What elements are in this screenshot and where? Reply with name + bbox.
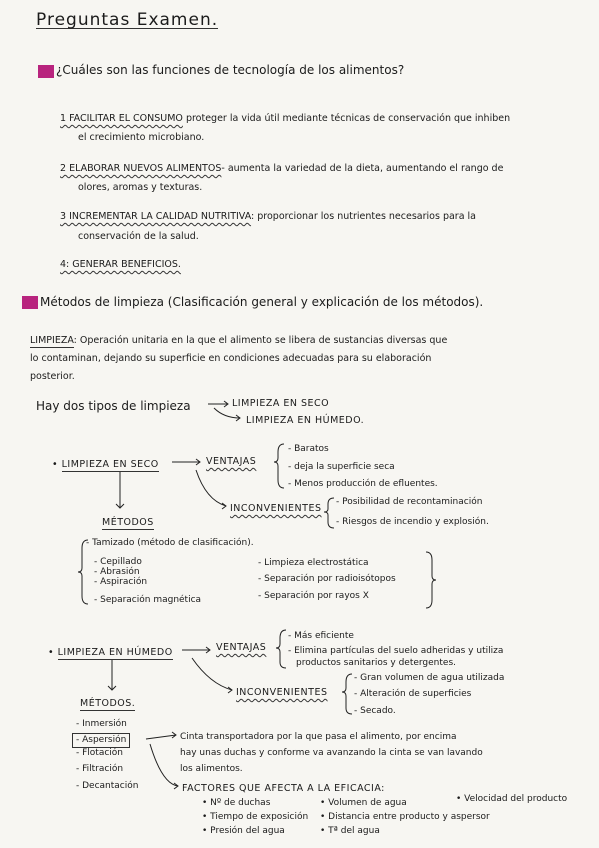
dry-disadvantage: - Riesgos de incendio y explosión. — [336, 517, 489, 527]
aspersion-explanation-line2: hay unas duchas y conforme va avanzando la cinta se van lavando — [180, 748, 483, 758]
wet-method: - Inmersión — [76, 719, 127, 729]
arrow — [196, 470, 226, 509]
highlight-marker — [38, 65, 54, 78]
function-3-line2: conservación de la salud. — [78, 231, 199, 242]
dry-method: - Cepillado — [94, 557, 142, 567]
dry-method: - Tamizado (método de clasificación). — [86, 538, 254, 548]
arrow — [192, 658, 232, 693]
dry-advantages-label: VENTAJAS — [206, 456, 257, 467]
question-2: Métodos de limpieza (Clasificación general y explicación de los métodos). — [40, 295, 484, 309]
question-1: ¿Cuáles son las funciones de tecnología de los alimentos? — [56, 63, 405, 77]
wet-method: - Decantación — [76, 781, 139, 791]
brace — [342, 674, 352, 714]
dry-method: - Limpieza electrostática — [258, 558, 369, 568]
efficacy-factor: • Volumen de agua — [320, 798, 407, 808]
aspersion-explanation-line1: Cinta transportadora por la que pasa el alimento, por encima — [180, 732, 457, 742]
page-title: Preguntas Examen. — [36, 10, 219, 30]
function-1-line2: el crecimiento microbiano. — [78, 132, 205, 143]
wet-method-highlighted: - Aspersión — [72, 733, 130, 748]
wet-cleaning-label: • LIMPIEZA EN HÚMEDO — [48, 647, 173, 658]
wet-disadvantage: - Alteración de superficies — [354, 689, 472, 699]
types-intro: Hay dos tipos de limpieza — [36, 399, 191, 413]
wet-advantage-cont: productos sanitarios y detergentes. — [296, 658, 456, 668]
function-4: 4: GENERAR BENEFICIOS. — [60, 259, 181, 270]
wet-method: - Filtración — [76, 764, 124, 774]
type-dry: LIMPIEZA EN SECO — [232, 398, 330, 409]
arrow — [150, 744, 178, 789]
dry-method: - Abrasión — [94, 567, 140, 577]
wet-disadvantage: - Secado. — [354, 706, 396, 716]
dry-methods-label: MÉTODOS — [102, 517, 154, 528]
function-1: 1 FACILITAR EL CONSUMO proteger la vida útil mediante técnicas de conservación que inhiben — [60, 113, 511, 124]
dry-method: - Separación magnética — [94, 595, 202, 605]
dry-method: - Separación por radioisótopos — [258, 574, 396, 584]
arrow — [146, 732, 176, 739]
definition-line1: LIMPIEZA: Operación unitaria en la que el alimento se libera de sustancias diversas que — [30, 335, 448, 346]
efficacy-factor: • Tiempo de exposición — [202, 812, 309, 822]
dry-disadvantages-label: INCONVENIENTES — [230, 503, 322, 514]
arrow — [108, 660, 116, 690]
wet-methods-label: MÉTODOS. — [80, 698, 136, 709]
definition-line3: posterior. — [30, 371, 75, 382]
brace — [426, 552, 436, 608]
aspersion-explanation-line3: los alimentos. — [180, 764, 243, 774]
efficacy-factor: • Presión del agua — [202, 826, 285, 836]
brace — [276, 630, 286, 668]
wet-disadvantage: - Gran volumen de agua utilizada — [354, 673, 505, 683]
arrow — [182, 647, 210, 653]
brace — [324, 498, 334, 528]
dry-method: - Separación por rayos X — [258, 591, 369, 601]
wet-advantage: - Más eficiente — [288, 631, 354, 641]
brace — [274, 444, 284, 488]
dry-cleaning-label: • LIMPIEZA EN SECO — [52, 459, 159, 470]
efficacy-factor: • Nº de duchas — [202, 798, 271, 808]
dry-method: - Aspiración — [94, 577, 148, 587]
dry-advantage: - Baratos — [288, 444, 329, 454]
function-3: 3 INCREMENTAR LA CALIDAD NUTRITIVA: proporcionar los nutrientes necesarios para la — [60, 211, 477, 222]
function-2-line2: olores, aromas y texturas. — [78, 182, 203, 193]
dry-disadvantage: - Posibilidad de recontaminación — [336, 497, 483, 507]
arrow — [172, 459, 200, 465]
efficacy-factors-label: FACTORES QUE AFECTA A LA EFICACIA: — [182, 783, 385, 794]
wet-advantage: - Elimina partículas del suelo adheridas y utiliza — [288, 646, 504, 656]
function-2: 2 ELABORAR NUEVOS ALIMENTOS- aumenta la variedad de la dieta, aumentando el rango de — [60, 163, 504, 174]
arrow — [116, 472, 124, 508]
highlight-marker — [22, 296, 38, 309]
wet-method: - Flotación — [76, 748, 123, 758]
efficacy-factor: • Distancia entre producto y aspersor — [320, 812, 490, 822]
wet-disadvantages-label: INCONVENIENTES — [236, 687, 328, 698]
dry-advantage: - deja la superficie seca — [288, 462, 395, 472]
definition-line2: lo contaminan, dejando su superficie en condiciones adecuadas para su elaboración — [30, 353, 432, 364]
arrow — [208, 401, 228, 407]
efficacy-factor: • Tª del agua — [320, 826, 380, 836]
dry-advantage: - Menos producción de efluentes. — [288, 479, 438, 489]
type-wet: LIMPIEZA EN HÚMEDO. — [246, 415, 365, 426]
efficacy-factor: • Velocidad del producto — [456, 794, 568, 804]
wet-advantages-label: VENTAJAS — [216, 642, 267, 653]
